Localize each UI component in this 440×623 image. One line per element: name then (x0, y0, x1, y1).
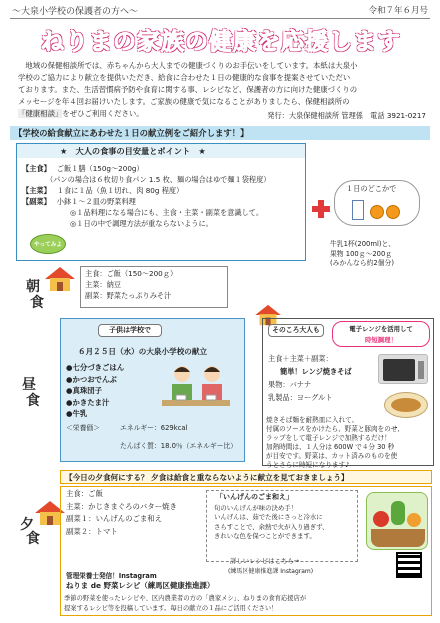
health-consult-highlight: 「健康相談」 (18, 109, 63, 118)
recipe-link-sub: (練馬区健康推進課 Instagram) (228, 568, 314, 575)
insta-description: 季節の野菜を使ったレシピや、区内農業者の方の「農家メシ」、ねりまの食育応援店が 提案するレシピ等を投稿しています。毎日の献立の１品にご活用ください！ (64, 595, 307, 612)
point-title: 「いんげんのごま和え」 (216, 493, 293, 501)
children-lunch-illustration (160, 362, 232, 412)
issue-date: 令和７年６月号 (368, 6, 428, 16)
lunch-label-a: 昼 (22, 377, 36, 393)
vegetable-basket-photo (366, 492, 428, 550)
school-menu-list: ●七分づきごはん ●かつおでんぶ ●真珠団子 ●かきたま汁 ●牛乳 (66, 363, 125, 418)
breakfast-items: 主食：ご飯（150～200ｇ） 主菜：納豆 副菜：野菜たっぷりみそ汁 (85, 269, 178, 300)
adult-lunch-items: 主食＋主菜＋副菜： 簡単！レンジ焼きそば 果物：バナナ 乳製品：ヨーグルト (268, 354, 352, 402)
nutrition-energy: エネルギー：629kcal (120, 424, 188, 432)
adult-tag: そのころ大人も (268, 324, 324, 337)
yakisoba-photo (384, 392, 428, 418)
recipe-text: 焼きそば麺を耐熱皿に入れて、 付属のソースをかけたら、野菜と豚肉をのせ、 ラップをして電子レンジで加熱するだけ！ 加熱時間は、１人分は 600W で４分 30 秒 が目安です。野菜は、カット済みのものを使 うとさらに時短になります♪ (266, 416, 404, 469)
orange-icon (386, 205, 400, 219)
microwave-photo (378, 354, 428, 384)
section-title: 【学校の給食献立にあわせた１日の献立例をご紹介します！】 (10, 126, 430, 140)
school-menu-title: ６月２５日（水）の大泉小学校の献立 (78, 347, 208, 356)
intro-line: ております。また、生活習慣病予防や食育に関する事、レシピなど、保護者の方に向けた健康づくりの (18, 85, 358, 94)
dinner-items: 主食：ご飯 主菜：かじきまぐろのバター焼き 副菜１：いんげんのごま和え 副菜２：トマト (66, 489, 177, 536)
try-it-badge: やってみよう！ (30, 234, 66, 254)
fruit-note: 牛乳1杯(200ml)と、 果物 100ｇ～200ｇ (みかんなら約2個分) (330, 240, 396, 267)
dinner-heading: 【今日の夕食何にする？ 夕食は給食と重ならないように献立を見ておきましょう】 (60, 470, 432, 484)
nutrition-label: ＜栄養価＞ (66, 424, 100, 432)
child-tag: 子供は学校で (98, 324, 162, 337)
school-audience: ～大泉小学校の保護者の方へ～ (12, 7, 139, 17)
milk-icon (352, 200, 364, 220)
intro-line: メッセージを年４回お届けいたします。ご家族の健康で気になることがありましたら、保健相談所の (18, 97, 350, 106)
insta-label: 管理栄養士発信！Instagram (66, 572, 157, 580)
intro-line: 地域の保健相談所では、赤ちゃんから大人までの健康づくりのお手伝いをしています。本紙は大泉小 (18, 61, 358, 70)
qr-code-icon[interactable] (396, 552, 422, 578)
intro-line: 「健康相談」をぜひご利用ください。 (18, 109, 144, 118)
plus-icon (312, 200, 330, 218)
house-icon (44, 266, 76, 292)
dinner-label-b: 食 (26, 531, 40, 547)
intro-line: 学校のご協力により献立を提供いただき、給食に合わせた１日の健康的な食事を提案させていただい (18, 73, 351, 82)
point-text: 旬のいんげんが味の決め手！ いんげんは、茹でた後にさっと冷水に さらすことで、余熱で火が入り過ぎず、 きれいな色を保つことができます。 (214, 504, 329, 541)
breakfast-label-a: 朝 (26, 279, 40, 295)
microwave-tag: 電子レンジを活用して 時短調理！ (332, 321, 430, 347)
recipe-link[interactable]: 詳しいレシピはこちら→ (230, 557, 300, 565)
page-title: ねりまの家族の健康を応援します (41, 29, 401, 55)
header-divider (10, 18, 430, 19)
orange-icon (370, 205, 384, 219)
daily-question: １日のどこかで (346, 184, 397, 193)
breakfast-label-b: 食 (30, 295, 44, 311)
adult-guideline-rows: 【主食】 ご飯１膳（150g～200g） （パンの場合は６枚切り食パン 1.5 枚、麺の場合はゆで麺１袋程度） 【主菜】 １食に１品（魚１切れ、肉 80g 程度） 【副菜】 小鉢１～２皿の野菜料理 ◎１品料理になる場合にも、主食・主菜・副菜を意識して。 ◎１日の中で調理方法が重ならないように。 (22, 164, 271, 228)
adult-guideline-title: ★ 大人の食事の目安量とポイント ★ (60, 146, 206, 156)
lunch-label-b: 食 (26, 393, 40, 409)
publisher: 発行：大泉保健相談所 管理係 電話 3921-0217 (267, 111, 426, 120)
dinner-label-a: 夕 (20, 517, 34, 533)
insta-title: ねりま de 野菜レシピ（練馬区健康推進課） (66, 581, 215, 590)
nutrition-protein: たんぱく質：18.0％（エネルギー比） (120, 442, 238, 450)
